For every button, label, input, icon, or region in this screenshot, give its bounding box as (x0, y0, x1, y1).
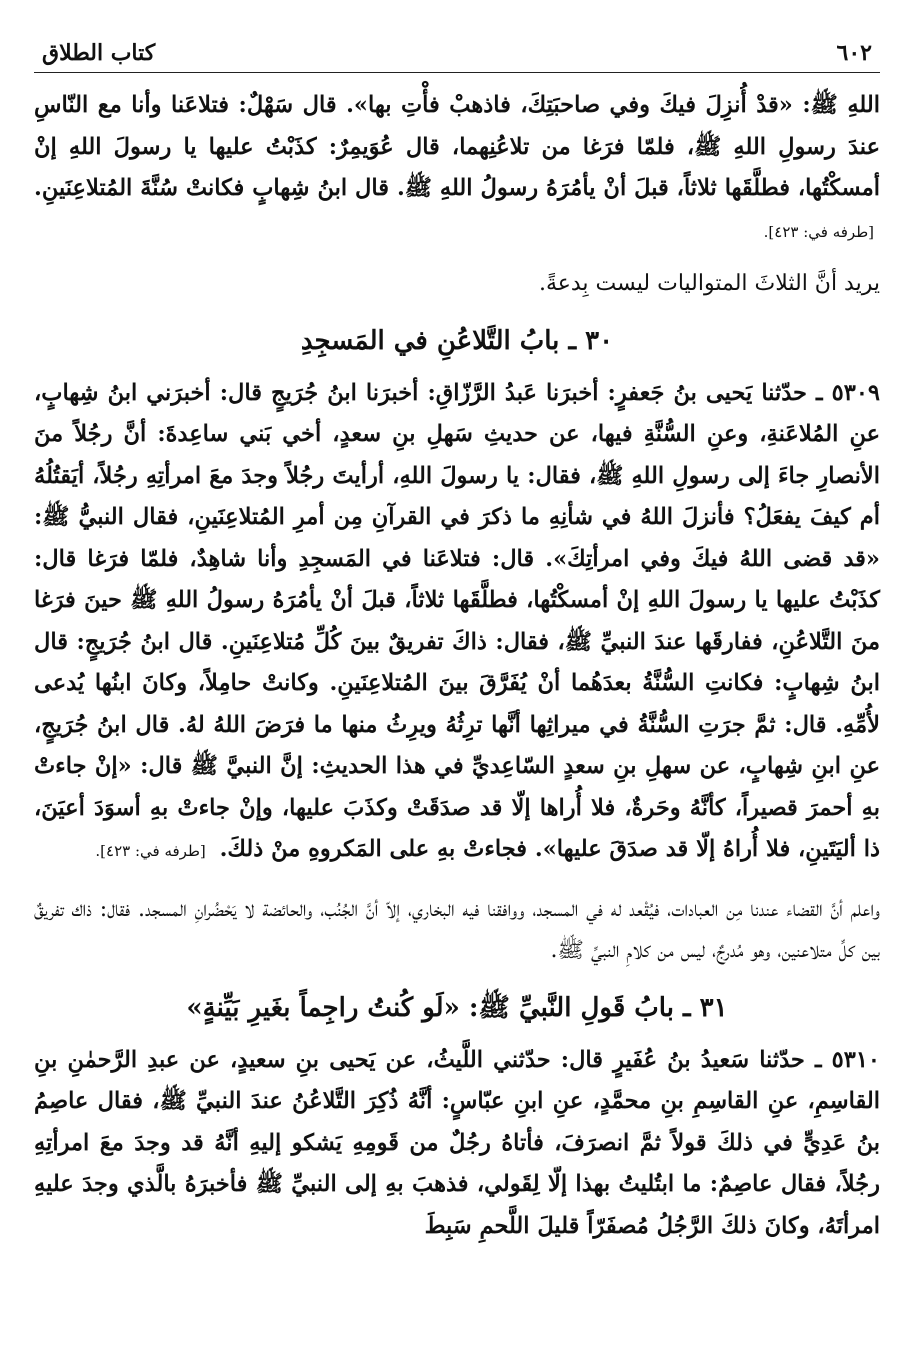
running-header (34, 40, 880, 73)
continuation-text: اللهِ ﷺ: «قدْ أُنزِلَ فيكَ وفي صاحبَتِكَ، فاذهبْ فأْتِ بها». قال سَهْلٌ: فتلاعَنا وأنا مع النّاسِ عندَ رسولِ اللهِ ﷺ، فلمّا فرَغا من تلاعُنِهما، قال عُوَيمِرٌ: كذَبْتُ عليها يا رسولَ اللهِ إنْ أمسكْتُها، فطلَّقَها ثلاثاً، قبلَ أنْ يأمُرَهُ رسولُ اللهِ ﷺ. قال ابنُ شِهابٍ فكانتْ سُنَّةَ المُتلاعِنَينِ. (34, 92, 880, 201)
section-31-title: ٣١ ـ بابُ قَولِ النَّبيِّ ﷺ: «لَو كُنتُ راجِماً بغَيرِ بَيِّنةٍ» (186, 992, 728, 1023)
page-number: ٦٠٢ (836, 40, 872, 66)
hadith-5309-text: ٥٣٠٩ ـ حدّثنا يَحيى بنُ جَعفرٍ: أخبرَنا عَبدُ الرَّزّاقِ: أخبرَنا ابنُ جُرَيجٍ قال: أخبرَني ابنُ شِهابٍ، عنِ المُلاعَنةِ، وعنِ السُّنَّةِ فيها، عن حديثِ سَهلِ بنِ سعدٍ، أخي بَني ساعِدةَ: أنَّ رجُلاً منَ الأنصارِ جاءَ إلى رسولِ اللهِ ﷺ، فقال: يا رسولَ اللهِ، أرأيتَ رجُلاً وجدَ معَ امرأتِهِ رجُلاً، أيَقتُلُهُ أم كيفَ يفعَلُ؟ فأنزلَ اللهُ في شأنِهِ ما ذكرَ في القرآنِ مِن أمرِ المُتلاعِنَينِ، فقال النبيُّ ﷺ: «قد قضى اللهُ فيكَ وفي امرأتِكَ». قال: فتلاعَنا في المَسجِدِ وأنا شاهِدٌ، فلمّا فرَغا قال: كذَبْتُ عليها يا رسولَ اللهِ إنْ أمسكْتُها، فطلَّقَها ثلاثاً، قبلَ أنْ يأمُرَهُ رسولُ اللهِ ﷺ حينَ فرَغا منَ التَّلاعُنِ، ففارقَها عندَ النبيِّ ﷺ، فقال: ذاكَ تفريقٌ بينَ كُلِّ مُتلاعِنَينِ. قال ابنُ جُرَيجٍ: قال ابنُ شِهابٍ: فكانتِ السُّنَّةُ بعدَهُما أنْ يُفَرَّقَ بينَ المُتلاعِنَينِ. وكانتْ حامِلاً، وكانَ ابنُها يُدعى لأُمِّهِ. قال: ثمَّ جرَتِ السُّنَّةُ في ميراثِها أنَّها ترِثُهُ ويرِثُ منها ما فرَضَ اللهُ لهُ. قال ابنُ جُرَيجٍ، عنِ ابنِ شِهابٍ، عن سهلِ بنِ سعدٍ السّاعِديِّ في هذا الحديثِ: إنَّ النبيَّ ﷺ قال: «إنْ جاءتْ بهِ أحمرَ قصيراً، كأنَّهُ وحَرةٌ، فلا أُراها إلّا قد صدَقَتْ وكذَبَ عليها، وإنْ جاءتْ بهِ أسوَدَ أعيَنَ، ذا أليَتَينِ، فلا أُراهُ إلّا قد صدَقَ عليها». فجاءتْ بهِ على المَكروهِ منْ ذلكَ. (34, 379, 880, 862)
book-title: كتاب الطلاق (42, 40, 156, 66)
section-30-title: ٣٠ ـ بابُ التَّلاعُنِ في المَسجِدِ (300, 325, 614, 356)
continuation-takhrij: [طرفه في: ٤٢٣]. (763, 222, 874, 241)
hadith-5310 (34, 1040, 880, 1248)
commentary-paragraph-1: يريد أنَّ الثلاثَ المتواليات ليست بِدعةً. (538, 271, 880, 296)
hadith-5310-text: ٥٣١٠ ـ حدّثنا سَعيدُ بنُ عُفَيرٍ قال: حدّثني اللَّيثُ، عن يَحيى بنِ سعيدٍ، عن عبدِ الرَّحمٰنِ بنِ القاسِمِ، عنِ القاسِمِ بنِ محمَّدٍ، عنِ ابنِ عبّاسٍ: أنَّهُ ذُكِرَ التَّلاعُنُ عندَ النبيِّ ﷺ، فقال عاصِمُ بنُ عَدِيٍّ في ذلكَ قولاً ثمَّ انصرَفَ، فأتاهُ رجُلٌ من قَومِهِ يَشكو إليهِ أنَّهُ قد وجدَ معَ امرأتِهِ رجُلاً، فقال عاصِمٌ: ما ابتُليتُ بهذا إلّا لِقَولي، فذهبَ بهِ إلى النبيِّ ﷺ فأخبرَهُ بالَّذي وجدَ عليهِ امرأتَهُ، وكانَ ذلكَ الرَّجُلُ مُصفَرّاً قليلَ اللَّحمِ سَبِطَ (34, 1046, 880, 1239)
commentary-paragraph-2: واعلم أنَّ القضاء عندنا مِن العبادات، فيُقْعد له في المسجد، ووافقنا فيه البخاري، إلاّ أنَّ الجُنُب، والحائضة لا يَحْضُرانِ المسجد. فقال: ذاك تفريقٌ بين كلِّ متلاعنين، وهو مُدرجٌ، ليس من كلامِ النبيِّ ﷺ. (34, 896, 880, 963)
continuation-paragraph (34, 85, 880, 253)
hadith-5309-takhrij: [طرفه في: ٤٢٣]. (95, 842, 206, 860)
hadith-5309 (34, 373, 880, 873)
